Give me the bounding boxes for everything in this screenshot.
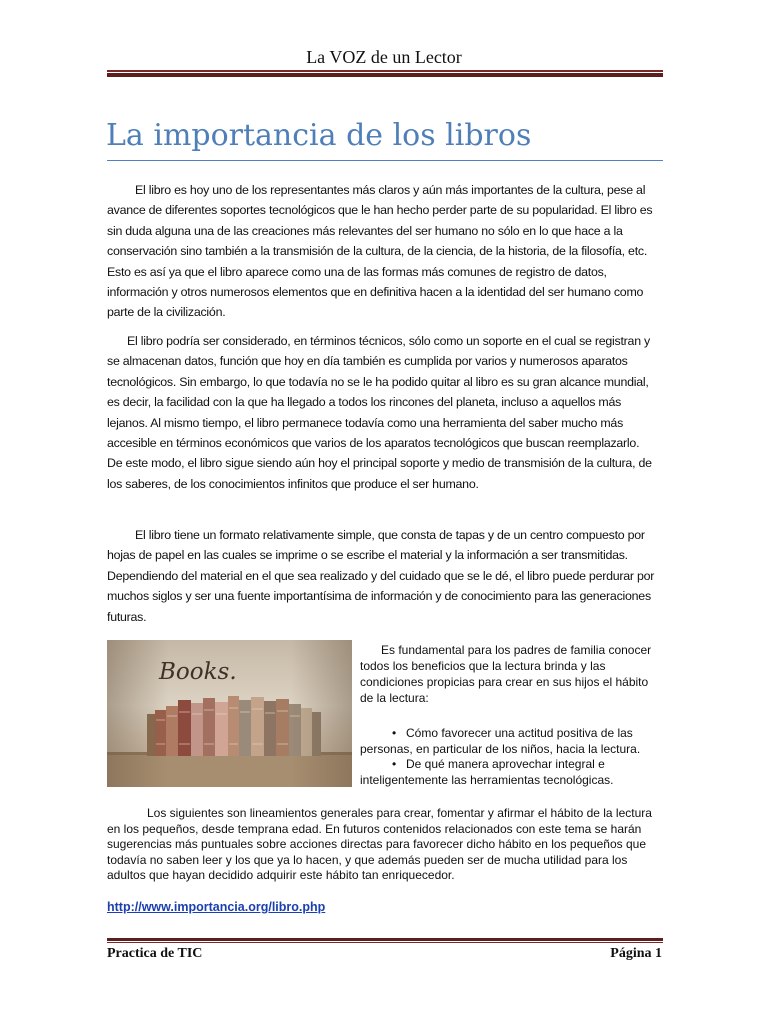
paragraph-1: El libro es hoy uno de los representantes más claros y aún más importantes de la cultura, pese al avance de diferentes soportes tecnológicos que le han hecho perder parte de su popularidad. El libro es sin duda alguna una de las creaciones más relevantes del ser humano no sólo en lo que hace a la conservación sino también a la transmisión de la cultura, de la ciencia, de la historia, de la filosofía, etc. Esto es así ya que el libro aparece como una de las formas más comunes de registro de datos, información y otros numerosos elementos que en definitiva hacen a la identidad del ser humano como parte de la civilización. (107, 183, 653, 320)
books-photo (107, 640, 352, 787)
document-title: La importancia de los libros (106, 118, 532, 153)
bullet-list (360, 726, 660, 788)
bullet-dot-icon: • (392, 757, 397, 772)
paragraph-3: El libro tiene un formato relativamente simple, que consta de tapas y de un centro compuesto por hojas de papel en las cuales se imprime o se escribe el material y la información a ser transmitidas. Dependiendo del material en el que sea realizado y del cuidado que se le dé, el libro puede perdurar por muchos siglos y ser una fuente importantísima de información y de conocimiento para las generaciones futuras. (107, 528, 655, 624)
footer-page-number: Página 1 (610, 946, 662, 961)
bullet-item (360, 726, 660, 757)
title-underline (107, 160, 663, 161)
footer-course-label: Practica de TIC (107, 946, 203, 961)
closing-paragraph: Los siguientes son lineamientos generales para crear, fomentar y afirmar el hábito de la lectura en los pequeños, desde temprana edad. En futuros contenidos relacionados con este tema se harán sugerencias más puntuales sobre acciones directas para favorecer dicho hábito en los pequeños que todavía no saben leer y los que ya lo hacen, y que además pueden ser de mucha utilidad para los adultos que hayan decidido adquirir este hábito tan enriquecedor. (107, 806, 652, 883)
bullet-dot-icon: • (392, 726, 397, 740)
books-illustration (107, 640, 352, 787)
paragraph-2: El libro podría ser considerado, en términos técnicos, sólo como un soporte en el cual se registran y se almacenan datos, función que hoy en día también es cumplida por varios y numerosos aparatos tecnológicos. Sin embargo, lo que todavía no se le ha podido quitar al libro es su gran alcance mundial, es decir, la facilidad con la que ha llegado a todos los rincones del planeta, incluso a aquellos más lejanos. Al mismo tiempo, el libro permanece todavía como una herramienta del saber mucho más accesible en términos económicos que varios de los aparatos tecnológicos que buscan reemplazarlo. De este modo, el libro sigue siendo aún hoy el principal soporte y medio de transmisión de la cultura, de los saberes, de los conocimientos infinitos que produce el ser humano. (107, 334, 652, 491)
bullet-text: De qué manera aprovechar integral e inteligentemente las herramientas tecnológicas. (360, 757, 614, 787)
bullet-text: Cómo favorecer una actitud positiva de las personas, en particular de los niños, hacia la lectura. (360, 726, 641, 756)
footer-divider (107, 938, 663, 943)
page-header-title: La VOZ de un Lector (306, 47, 462, 67)
bullet-item (360, 757, 660, 788)
source-link[interactable]: http://www.importancia.org/libro.php (107, 900, 326, 914)
header-divider (107, 70, 663, 77)
side-intro-text: Es fundamental para los padres de familia conocer todos los beneficios que la lectura brinda y las condiciones propicias para crear en sus hijos el hábito de la lectura: (360, 643, 652, 705)
